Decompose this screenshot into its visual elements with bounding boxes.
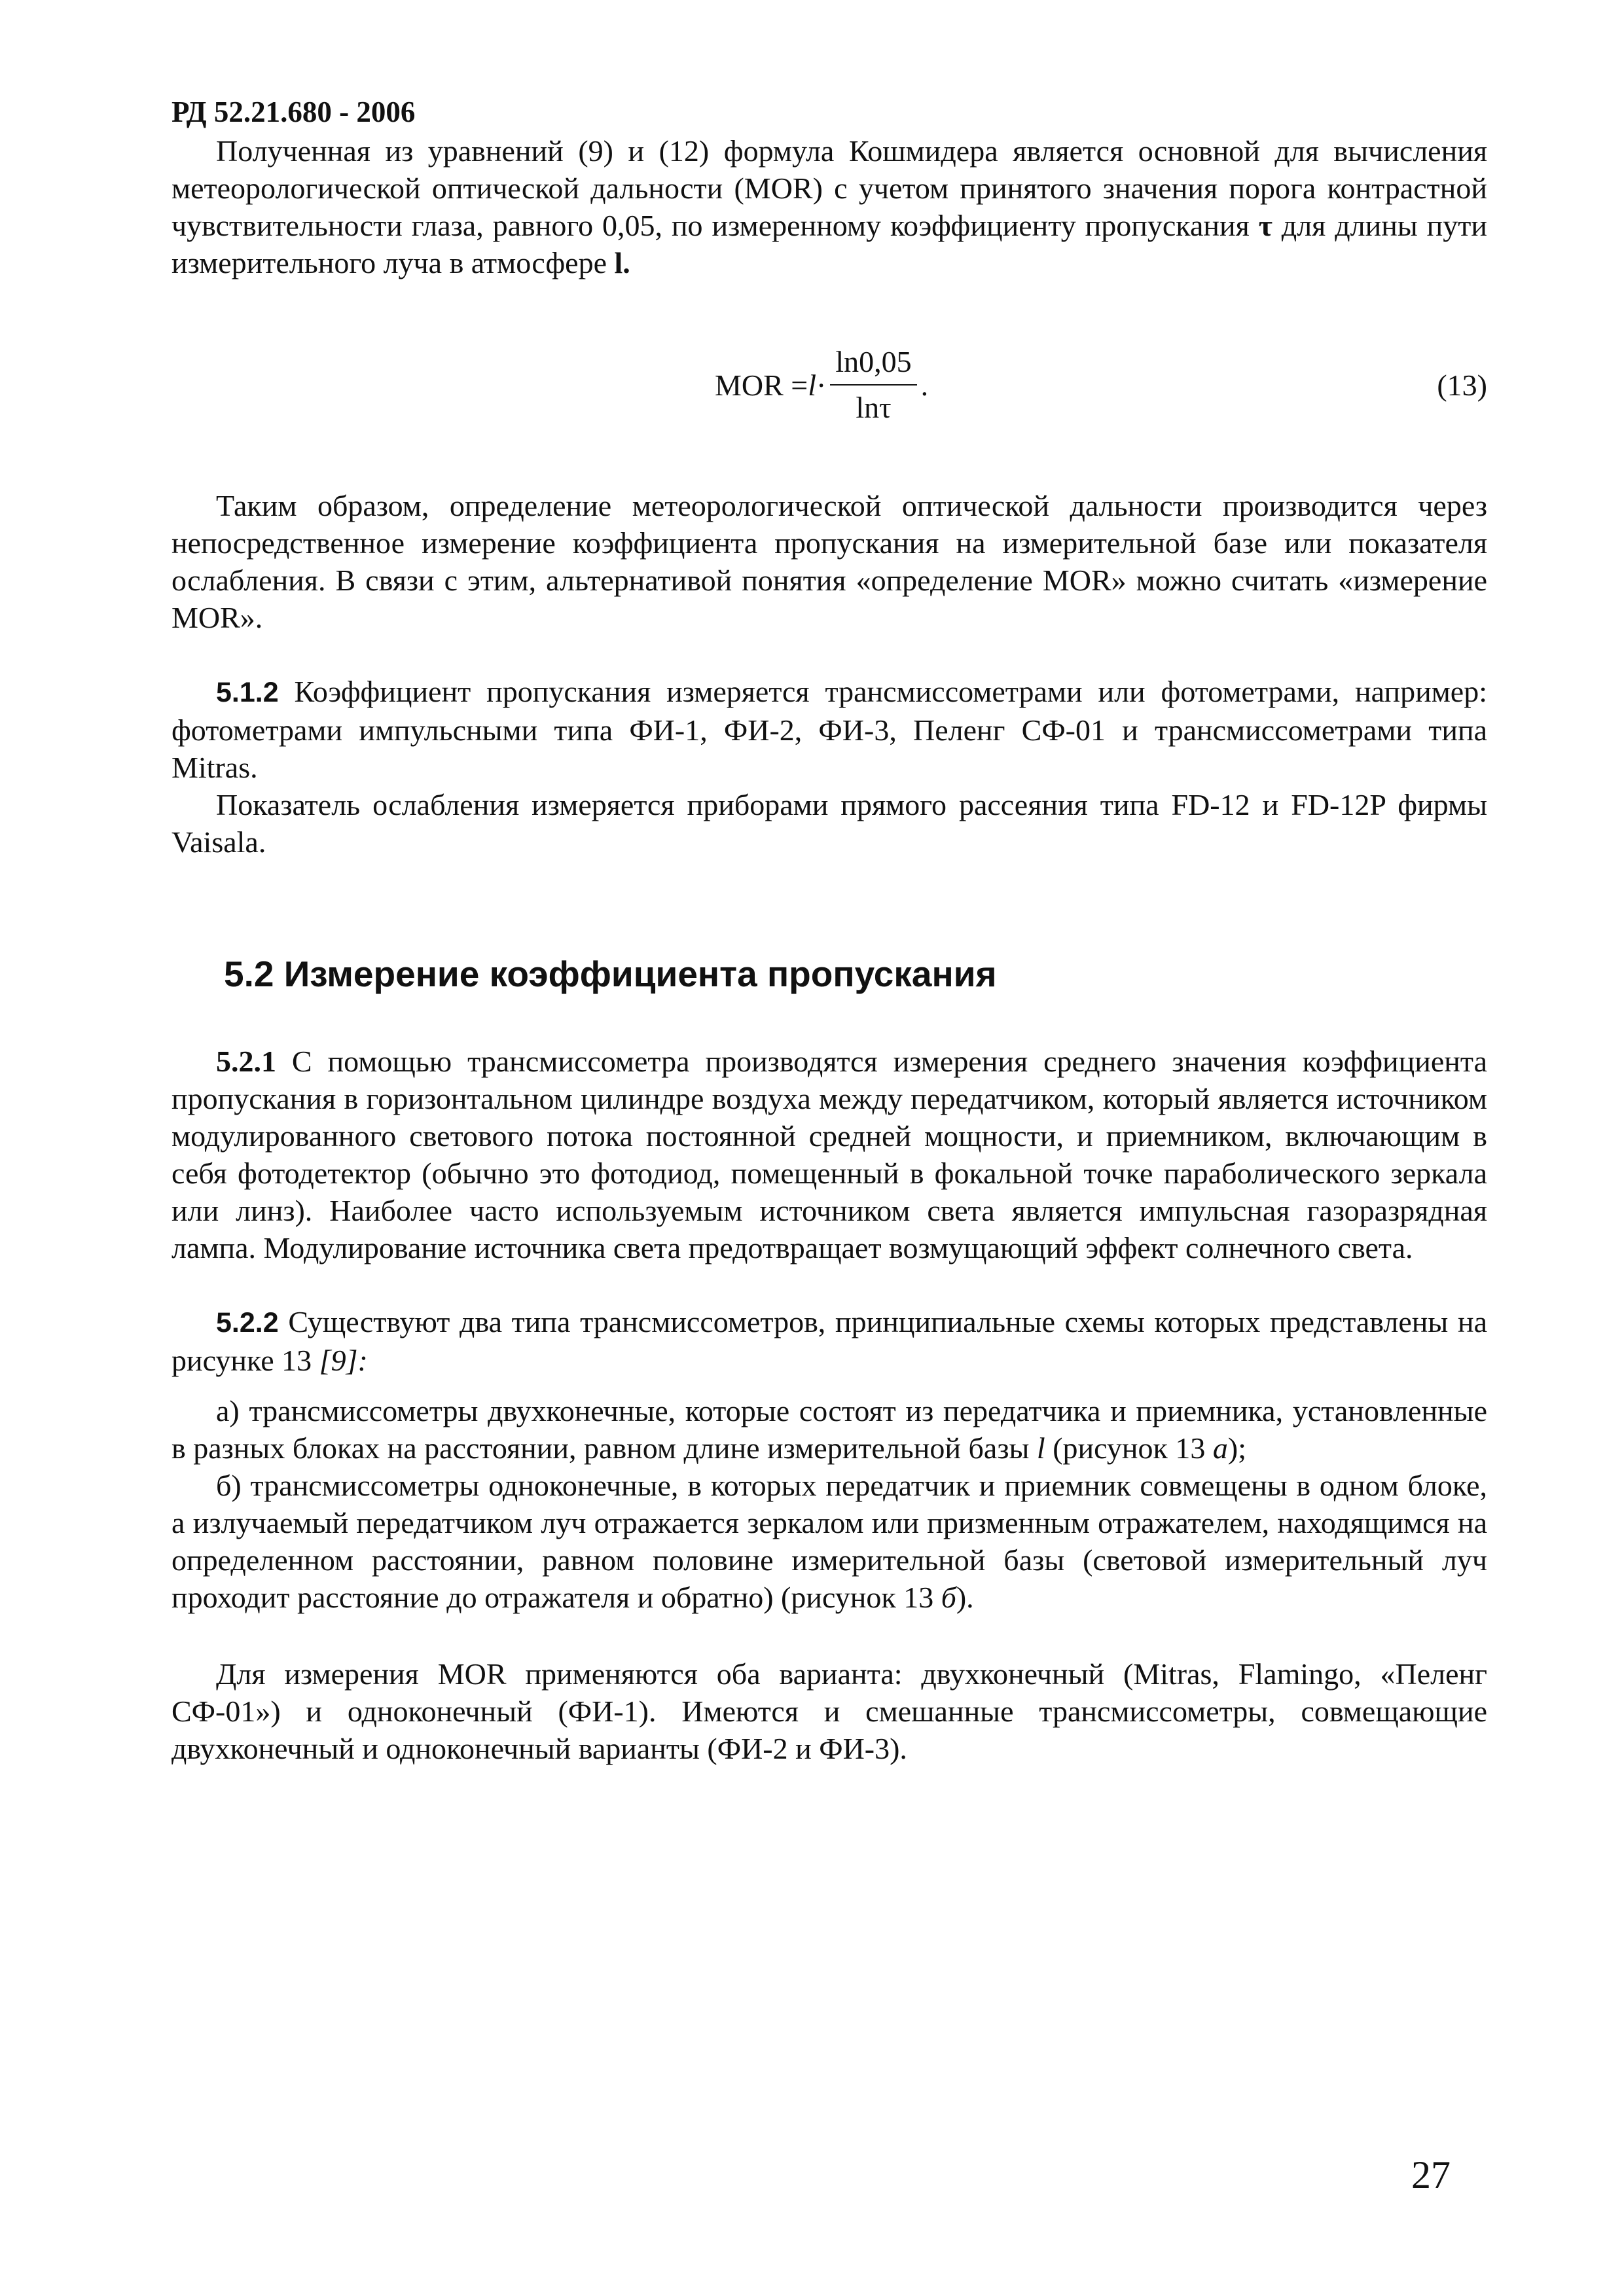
paragraph-text: Полученная из уравнений (9) и (12) формула Кошмидера является основной для вычисления метеорологической оптической дальности (MOR) с учетом принятого значения порога контрастной чувствительности глаза, равного 0,05, по измеренному коэффициенту пропускания [171,134,1487,242]
list-item-b [171,1467,1487,1616]
formula-fraction [830,344,916,426]
document-page [171,92,1487,1767]
path-length-symbol: l. [614,246,630,279]
list-item-text: а) трансмиссометры двухконечные, которые состоят из передатчика и приемника, установленные в разных блоках на расстоянии, равном длине измерительной базы [171,1394,1487,1465]
tau-symbol: τ [1258,209,1272,242]
equation-number: (13) [1437,368,1487,402]
formula-row [171,319,1487,450]
list-item-a [171,1392,1487,1467]
formula-trail: . [920,368,929,402]
paragraph-variants: Для измерения MOR применяются оба варианта: двухконечный (Mitras, Flamingo, «Пеленг СФ-01») и одноконечный (ФИ-1). Имеются и смешанные трансмиссометры, совмещающие двухконечный и одноконечный варианты (ФИ-2 и ФИ-3). [171,1657,1487,1765]
reference: [9]: [319,1344,368,1377]
figure-ref: а [1212,1431,1228,1465]
list-item-text: ); [1227,1431,1247,1465]
path-length-symbol: l [1036,1431,1045,1465]
paragraph-text: для длины пути измерительного луча в атмосфере [171,209,1488,279]
clause-number: 5.1.2 [216,677,279,708]
clause-5-1-2 [171,673,1487,786]
clause-text: Существуют два типа трансмиссометров, принципиальные схемы которых представлены на рисунке 13 [171,1305,1487,1377]
formula-variable: l [808,368,817,402]
formula-dot: · [816,368,827,402]
section-heading-5-2: 5.2 Измерение коэффициента пропускания [224,954,997,994]
list-item-text: б) трансмиссометры одноконечные, в которых передатчик и приемник совмещены в одном блоке, а излучаемый передатчиком луч отражается зеркалом или призменным отражателем, находящимся на определенном расстоянии, равном половине измерительной базы (световой измерительный луч проходит расстояние до отражателя и обратно) (рисунок 13 [171,1469,1487,1614]
clause-number: 5.2.1 [216,1045,276,1078]
figure-ref: б [941,1581,956,1614]
document-code: РД 52.21.680 - 2006 [171,96,416,128]
clause-5-2-1 [171,1043,1487,1266]
page-number: 27 [1411,2153,1451,2197]
clause-text: С помощью трансмиссометра производятся измерения среднего значения коэффициента пропускания в горизонтальном цилиндре воздуха между передатчиком, который является источником модулированного светового потока постоянной средней мощности, и приемником, включающим в себя фотодетектор (обычно это фотодиод, помещенный в фокальной точке параболического зеркала или линз). Наиболее часто используемым источником света является импульсная газоразрядная лампа. Модулирование источника света предотвращает возмущающий эффект солнечного света. [171,1045,1487,1265]
clause-text: Коэффициент пропускания измеряется трансмиссометрами или фотометрами, например: фотометрами импульсными типа ФИ-1, ФИ-2, ФИ-3, Пеленг СФ-01 и трансмиссометрами типа Mitras. [171,675,1487,784]
list-item-text: (рисунок 13 [1045,1431,1213,1465]
paragraph-koschmieder [171,132,1487,281]
formula-lhs: MOR = [715,368,808,402]
clause-number: 5.2.2 [216,1307,279,1338]
clause-5-2-2 [171,1303,1487,1379]
paragraph-definition: Таким образом, определение метеорологической оптической дальности производится через непосредственное измерение коэффициента пропускания на измерительной базе или показателя ослабления. В связи с этим, альтернативой понятия «определение MOR» можно считать «измерение MOR». [171,489,1487,634]
list-item-text: ). [956,1581,974,1614]
formula-13 [715,319,928,450]
formula-numerator: ln0,05 [830,344,916,386]
paragraph-extinction: Показатель ослабления измеряется приборами прямого рассеяния типа FD-12 и FD-12P фирмы Vaisala. [171,788,1487,859]
formula-denominator: lnτ [856,391,892,424]
